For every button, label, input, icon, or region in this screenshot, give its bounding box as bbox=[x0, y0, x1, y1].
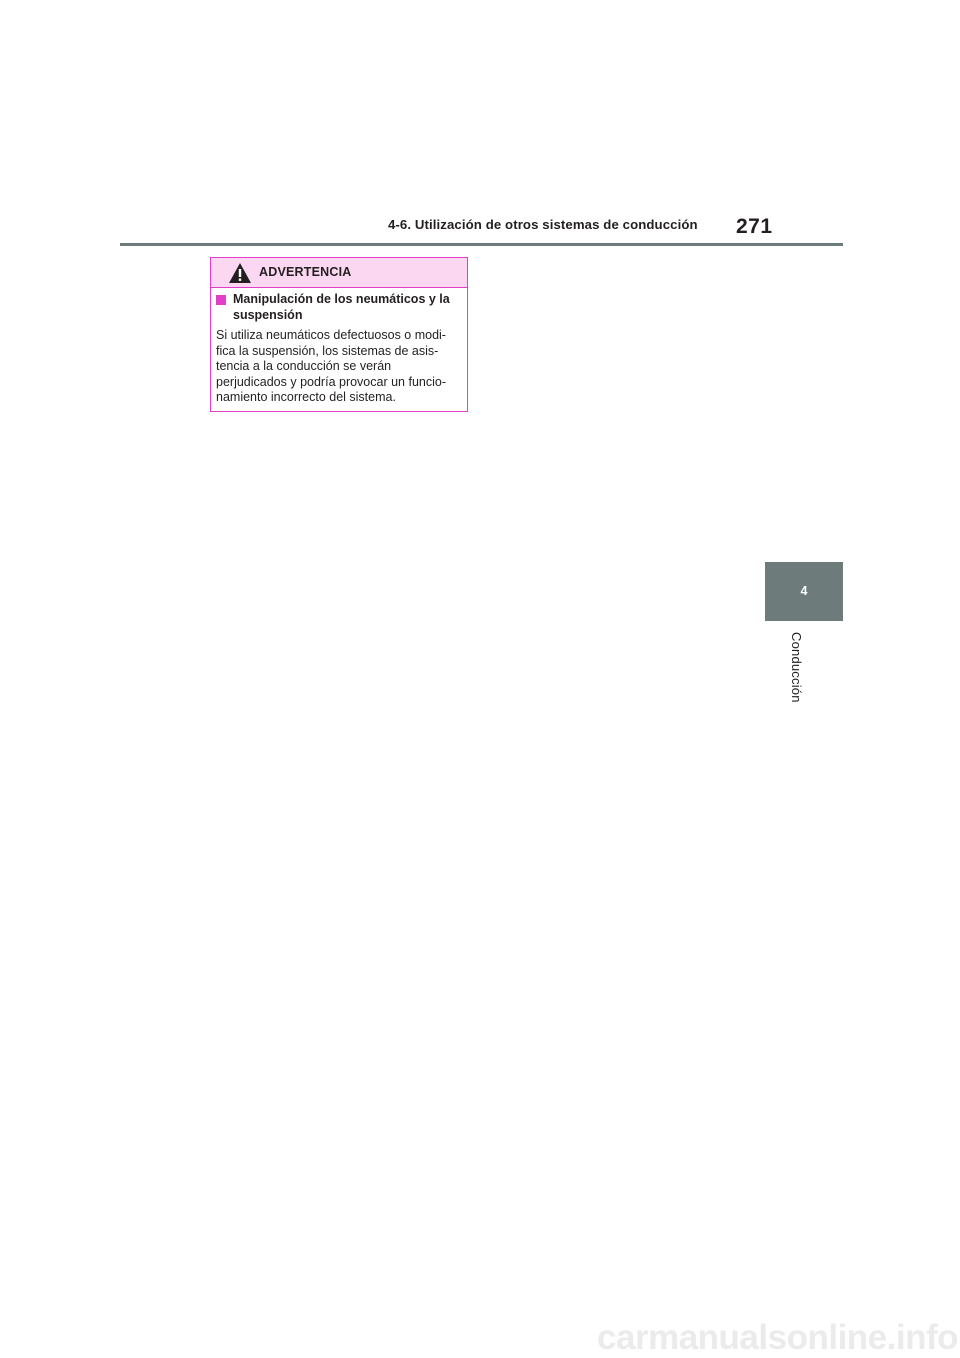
square-bullet-icon bbox=[216, 295, 226, 305]
warning-header bbox=[211, 258, 467, 288]
header-rule bbox=[120, 243, 843, 246]
warning-body-line: tencia a la conducción se verán bbox=[216, 359, 392, 373]
warning-label: ADVERTENCIA bbox=[259, 265, 352, 279]
warning-box bbox=[210, 257, 468, 412]
warning-body-line: namiento incorrecto del sistema. bbox=[216, 390, 396, 404]
warning-body-line: Si utiliza neumáticos defectuosos o modi- bbox=[216, 328, 446, 342]
page-number: 271 bbox=[736, 215, 773, 238]
chapter-label: Conducción bbox=[789, 632, 804, 703]
section-title: 4-6. Utilización de otros sistemas de conducción bbox=[388, 217, 698, 232]
warning-subhead bbox=[216, 292, 462, 323]
warning-triangle-icon bbox=[228, 262, 252, 284]
warning-body-line: perjudicados y podría provocar un funcio- bbox=[216, 374, 446, 389]
warning-subhead-text: Manipulación de los neumáticos y la suspensión bbox=[233, 292, 450, 322]
chapter-number: 4 bbox=[800, 584, 808, 598]
chapter-tab bbox=[765, 562, 843, 621]
watermark: carmanualsonline.info bbox=[597, 1318, 958, 1357]
warning-body-line: fica la suspensión, los sistemas de asis- bbox=[216, 343, 439, 358]
warning-body bbox=[211, 288, 467, 406]
warning-body-text bbox=[216, 328, 462, 406]
